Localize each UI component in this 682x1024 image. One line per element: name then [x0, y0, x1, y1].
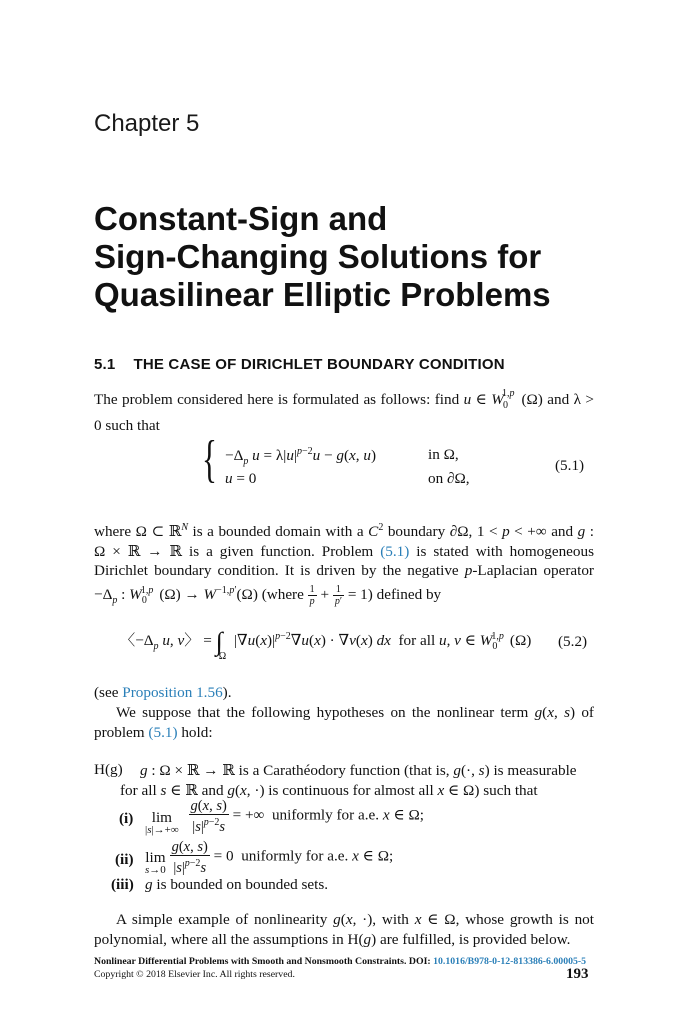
- condition-ii: lim s→0 $\frac{g(x, s)}{|s|^{p-2}s}$ = 0 uniformly for a.e. x ∈ Ω;: [145, 838, 394, 876]
- equation-number: (5.1): [555, 457, 585, 474]
- item-label: (i): [119, 810, 134, 827]
- paragraph-intro: The problem considered here is formulated as follows: find u ∈ $W_0^{1,p}$ (Ω) and λ > 0 such that: [94, 388, 594, 434]
- page-number: 193: [566, 966, 589, 982]
- item-label: (iii): [111, 876, 134, 893]
- chapter-label: Chapter 5: [94, 110, 200, 137]
- chapter-title: [94, 200, 551, 314]
- ref-link[interactable]: Proposition 1.56: [122, 684, 223, 701]
- brace: {: [201, 431, 217, 488]
- condition-i: lim |s|→+∞ $\frac{g(x, s)}{|s|^{p-2}s}$ = +∞ uniformly for a.e. x ∈ Ω;: [145, 797, 424, 836]
- paragraph-body: where Ω ⊂ ℝ$^N$ is a bounded domain with a $C^2$ boundary ∂Ω, 1 < p < +∞ and g : Ω × ℝ → ℝ is a given function. Problem (5.1) is stated with homogeneous Dirichlet boundary condition. It is driven by the negative p-Laplacian operator $-\Delta_p$ : $W_0^{1,p}$ $(\Omega) \to W^{-1,p'}(\Omega)$ (where $\frac{1}{p}$ + $\frac{1}{p'}$ = 1) defined by: [94, 522, 594, 607]
- equation-domain: in Ω,: [428, 446, 459, 463]
- condition-iii: g is bounded on bounded sets.: [145, 876, 329, 893]
- section-title: THE CASE OF DIRICHLET BOUNDARY CONDITION: [133, 356, 505, 373]
- section-number: 5.1: [94, 356, 116, 373]
- section-heading: [94, 356, 505, 373]
- title-line: Quasilinear Elliptic Problems: [94, 276, 551, 313]
- paragraph-body: (see Proposition 1.56).: [94, 684, 232, 701]
- ref-link[interactable]: (5.1): [148, 723, 178, 741]
- footer-book: Nonlinear Differential Problems with Smooth and Nonsmooth Constraints.: [94, 956, 407, 967]
- ref-link[interactable]: (5.1): [380, 542, 410, 560]
- equation-line: $-\Delta_p$ $u = \lambda|u|^{p-2}u - g(x$, u): [225, 446, 377, 468]
- equation-number: (5.2): [558, 633, 588, 650]
- equation-5-2: 〈$-\Delta_p$ u, v〉 = $\int_\Omega$ $|\nabla u(x)|^{p-2}\nabla u(x) \cdot \nabla v(x)$ dx for all u, v ∈ $W_0^{1,p}$ (Ω): [120, 627, 532, 663]
- equation-domain: on ∂Ω,: [428, 470, 470, 487]
- hypothesis-label: H(g): [94, 761, 123, 778]
- doi-link[interactable]: 10.1016/B978-0-12-813386-6.00005-5: [433, 956, 587, 967]
- paragraph-body: A simple example of nonlinearity g(x, ·), with x ∈ Ω, whose growth is not polynomial, where all the assumptions in H(g) are fulfilled, is provided below.: [94, 911, 594, 948]
- equation-line: u = 0: [225, 470, 257, 487]
- title-line: Constant-Sign and: [94, 200, 388, 237]
- item-label: (ii): [115, 851, 134, 868]
- footer-doi-label: DOI:: [408, 956, 431, 967]
- footer: [94, 955, 586, 981]
- paragraph-body: We suppose that the following hypotheses on the nonlinear term g(x, s) of problem (5.1) hold:: [94, 704, 594, 741]
- title-line: Sign-Changing Solutions for: [94, 238, 542, 275]
- hypothesis-text: g : Ω × ℝ → ℝ is a Carathéodory function (that is, g(·, s) is measurable for all s ∈ ℝ and g(x, ·) is continuous for almost all x ∈ Ω) such that: [120, 762, 577, 799]
- footer-copyright: Copyright © 2018 Elsevier Inc. All rights reserved.: [94, 969, 295, 980]
